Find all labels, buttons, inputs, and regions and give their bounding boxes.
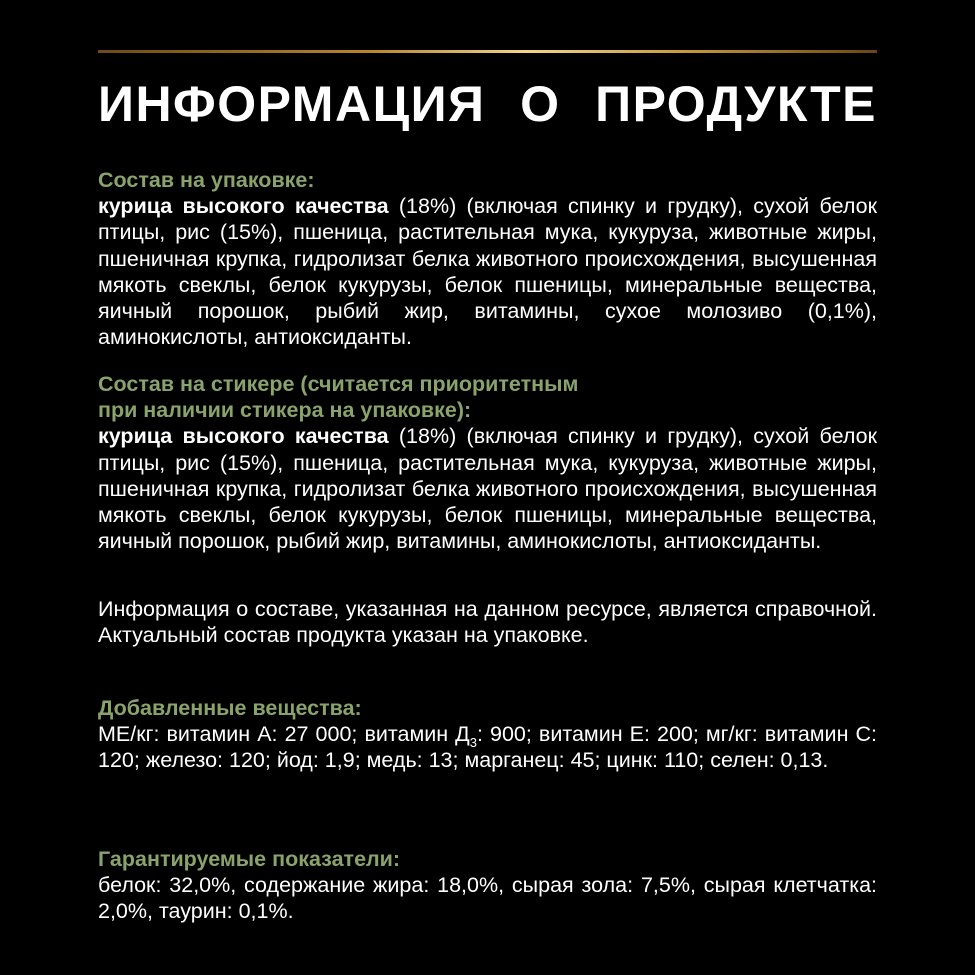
composition-package-body: (18%) (включая спинку и грудку), сухой белок птицы, рис (15%), пшеница, растительная мука, кукуруза, животные жиры, пшеничная крупка, гидролизат белка животного происхождения, высушенная мякоть свеклы, белок кукурузы, белок пшеницы, минеральные вещества, яичный порошок, рыбий жир, витамины, сухое молозиво (0,1%), аминокислоты, антиоксиданты. (98, 194, 878, 350)
disclaimer-section (98, 596, 877, 648)
additives-text-end: : 900; витамин Е: 200; мг/кг: витамин С: 120; железо: 120; йод: 1,9; медь: 13; марганец: 45; цинк: 110; селен: 0,13. (98, 722, 877, 773)
additives-heading: Добавленные вещества: (98, 696, 362, 720)
composition-sticker-heading-line2: при наличии стикера на упаковке): (98, 398, 472, 423)
composition-sticker-lead: курица высокого качества (98, 424, 389, 449)
composition-package-heading: Состав на упаковке: (98, 168, 315, 192)
gold-divider (98, 50, 877, 53)
guaranteed-text: белок: 32,0%, содержание жира: 18,0%, сырая зола: 7,5%, сырая клетчатка: 2,0%, таурин: 0,1%. (98, 873, 877, 924)
additives-text (98, 721, 877, 773)
vitamin-d-subscript: 3 (469, 735, 477, 751)
composition-sticker-section (98, 371, 877, 554)
guaranteed-section (98, 846, 877, 925)
composition-sticker-body: (18%) (включая спинку и грудку), сухой белок птицы, рис (15%), пшеница, растительная мука, кукуруза, животные жиры, пшеничная крупка, гидролизат белка животного происхождения, высушенная мякоть свеклы, белок кукурузы, белок пшеницы, минеральные вещества, яичный порошок, рыбий жир, витамины, аминокислоты, антиоксиданты. (98, 424, 878, 554)
page-title: ИНФОРМАЦИЯ О ПРОДУКТЕ (98, 76, 877, 132)
additives-section (98, 695, 877, 774)
composition-package-lead: курица высокого качества (98, 194, 389, 219)
composition-package-section (98, 167, 877, 350)
composition-sticker-heading-line1: Состав на стикере (считается приоритетным (98, 372, 579, 396)
guaranteed-heading: Гарантируемые показатели: (98, 847, 401, 871)
disclaimer-text: Информация о составе, указанная на данном ресурсе, является справочной. Актуальный состав продукта указан на упаковке. (98, 597, 877, 648)
composition-sticker-text (98, 423, 877, 554)
composition-package-text (98, 193, 877, 350)
additives-text-start: МЕ/кг: витамин А: 27 000; витамин Д (98, 722, 470, 747)
